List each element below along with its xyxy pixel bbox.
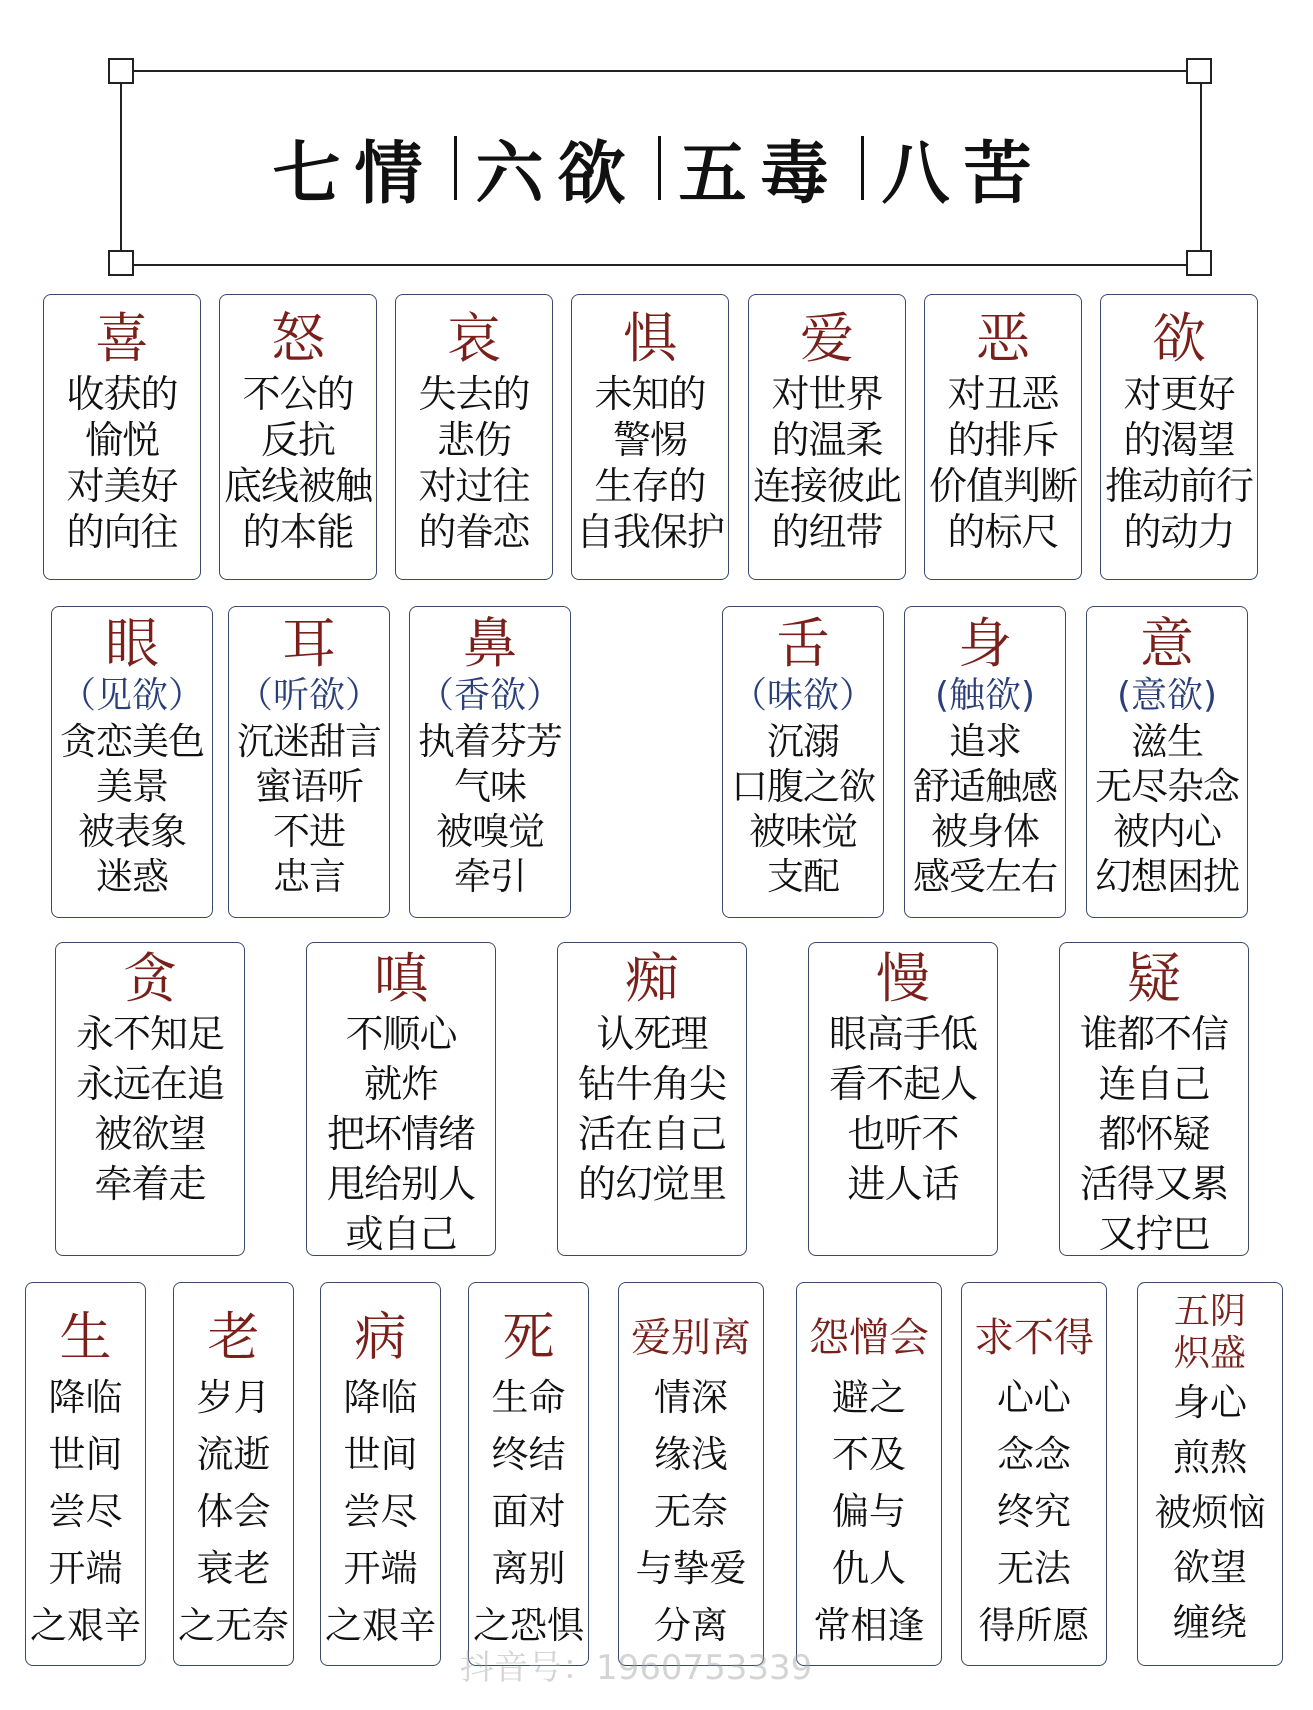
card-line: 无法 <box>997 1547 1071 1590</box>
card-row3 <box>306 942 496 1256</box>
card-line: 岁月 <box>196 1376 271 1419</box>
card-line: 生命 <box>491 1376 566 1419</box>
card-line: 被味觉 <box>749 810 857 853</box>
card-line: 开端 <box>48 1547 123 1590</box>
card-heading: 疑 <box>1127 947 1181 1010</box>
title-divider <box>454 136 457 200</box>
card-heading: 意 <box>1140 612 1194 675</box>
card-line: 忠言 <box>273 855 345 898</box>
card-line: 对过往 <box>418 464 530 508</box>
card-line: 悲伤 <box>436 418 511 462</box>
card-row4 <box>468 1282 589 1666</box>
card-row3 <box>557 942 747 1256</box>
card-heading: 求不得 <box>974 1315 1094 1361</box>
card-line: 仇人 <box>832 1547 906 1590</box>
card-line: 之艰辛 <box>30 1604 141 1647</box>
card-line: 追求 <box>949 720 1021 763</box>
card-heading: 喜 <box>95 307 149 370</box>
card-line: 的温柔 <box>771 418 883 462</box>
card-line: 自我保护 <box>575 510 724 554</box>
card-line: 念念 <box>997 1433 1071 1476</box>
card-line: 的本能 <box>242 510 354 554</box>
card-line: 气味 <box>454 765 526 808</box>
card-line: 底线被触 <box>223 464 372 508</box>
card-line: 警惕 <box>612 418 687 462</box>
card-line: 推动前行 <box>1104 464 1253 508</box>
card-line: 无尽杂念 <box>1095 765 1239 808</box>
card-subheading: （听欲） <box>236 675 381 716</box>
card-line: 对美好 <box>66 464 178 508</box>
card-line: 终究 <box>997 1490 1071 1533</box>
card-line: 避之 <box>832 1376 906 1419</box>
card-row1 <box>43 294 201 580</box>
card-heading: 生 <box>59 1308 112 1368</box>
card-row1 <box>1100 294 1258 580</box>
card-line: 被表象 <box>78 810 186 853</box>
card-line: 永远在追 <box>75 1062 224 1106</box>
page-title <box>120 70 1198 266</box>
card-heading: 欲 <box>1152 307 1206 370</box>
card-line: 对更好 <box>1123 372 1235 416</box>
card-line: 常相逢 <box>813 1604 925 1647</box>
card-line: 的向往 <box>66 510 178 554</box>
card-row2 <box>1086 606 1248 918</box>
card-line: 流逝 <box>196 1433 271 1476</box>
title-part: 五毒 <box>678 134 843 214</box>
card-line: 情深 <box>654 1376 728 1419</box>
card-row4 <box>1137 1282 1283 1666</box>
card-line: 身心 <box>1173 1381 1247 1424</box>
card-line: 尝尽 <box>343 1490 418 1533</box>
card-subheading: （见欲） <box>59 675 204 716</box>
card-line: 的排斥 <box>947 418 1059 462</box>
card-line: 的动力 <box>1123 510 1235 554</box>
card-line: 钻牛角尖 <box>577 1062 726 1106</box>
card-row2 <box>51 606 213 918</box>
card-line: 活得又累 <box>1079 1162 1228 1206</box>
card-line: 对世界 <box>771 372 883 416</box>
card-line: 被烦恼 <box>1154 1491 1266 1534</box>
card-heading: 慢 <box>876 947 930 1010</box>
card-line: 看不起人 <box>828 1062 977 1106</box>
card-heading: 哀 <box>447 307 501 370</box>
card-line: 之无奈 <box>178 1604 289 1647</box>
card-line: 甩给别人 <box>326 1162 475 1206</box>
card-heading: 怨憎会 <box>809 1315 929 1361</box>
card-line: 心心 <box>997 1376 1071 1419</box>
card-line: 与挚爱 <box>635 1547 747 1590</box>
card-heading: 眼 <box>105 612 159 675</box>
card-line: 滋生 <box>1131 720 1203 763</box>
card-line: 被内心 <box>1113 810 1221 853</box>
card-line: 开端 <box>343 1547 418 1590</box>
card-heading: 耳 <box>282 612 336 675</box>
card-heading: 怒 <box>271 307 325 370</box>
card-row1 <box>748 294 906 580</box>
card-row2 <box>409 606 571 918</box>
card-row4 <box>173 1282 294 1666</box>
card-line: 执着芬芳 <box>418 720 562 763</box>
card-line: 价值判断 <box>928 464 1077 508</box>
card-line: 得所愿 <box>978 1604 1090 1647</box>
card-line: 不顺心 <box>345 1012 457 1056</box>
card-line: 的幻觉里 <box>577 1162 726 1206</box>
card-row4 <box>961 1282 1107 1666</box>
card-line: 连自己 <box>1098 1062 1210 1106</box>
card-heading: 惧 <box>623 307 677 370</box>
card-subheading: （味欲） <box>730 675 875 716</box>
card-line: 面对 <box>491 1490 566 1533</box>
card-line: 世间 <box>48 1433 123 1476</box>
card-line: 离别 <box>491 1547 566 1590</box>
card-heading: 鼻 <box>463 612 517 675</box>
card-line: 贪恋美色 <box>60 720 204 763</box>
card-heading: 舌 <box>776 612 830 675</box>
card-subheading: (触欲) <box>934 675 1036 716</box>
card-line: 牵引 <box>454 855 526 898</box>
card-line: 认死理 <box>596 1012 708 1056</box>
card-row1 <box>395 294 553 580</box>
card-line: 都怀疑 <box>1098 1112 1210 1156</box>
card-row2 <box>904 606 1066 918</box>
card-heading: 病 <box>354 1308 407 1368</box>
card-line: 眼高手低 <box>828 1012 977 1056</box>
card-line: 口腹之欲 <box>731 765 875 808</box>
card-row1 <box>219 294 377 580</box>
card-line: 被欲望 <box>94 1112 206 1156</box>
card-line: 或自己 <box>345 1212 457 1256</box>
card-heading: 五阴炽盛 <box>1173 1291 1246 1374</box>
card-row3 <box>55 942 245 1256</box>
card-heading: 嗔 <box>374 947 428 1010</box>
card-line: 之艰辛 <box>325 1604 436 1647</box>
card-line: 无奈 <box>654 1490 728 1533</box>
card-heading: 死 <box>502 1308 555 1368</box>
card-line: 煎熬 <box>1173 1436 1247 1479</box>
card-line: 被身体 <box>931 810 1039 853</box>
card-line: 就炸 <box>363 1062 438 1106</box>
title-part: 七情 <box>272 134 437 214</box>
card-line: 又拧巴 <box>1098 1212 1210 1256</box>
card-heading: 爱别离 <box>631 1315 751 1361</box>
card-line: 迷惑 <box>96 855 168 898</box>
card-row2 <box>722 606 884 918</box>
card-line: 尝尽 <box>48 1490 123 1533</box>
card-line: 幻想困扰 <box>1095 855 1239 898</box>
card-line: 不公的 <box>242 372 354 416</box>
card-row4 <box>796 1282 942 1666</box>
card-line: 把坏情绪 <box>326 1112 475 1156</box>
card-line: 体会 <box>196 1490 271 1533</box>
card-line: 被嗅觉 <box>436 810 544 853</box>
card-row4 <box>618 1282 764 1666</box>
card-line: 反抗 <box>260 418 335 462</box>
card-heading: 身 <box>958 612 1012 675</box>
card-line: 失去的 <box>418 372 530 416</box>
card-line: 连接彼此 <box>752 464 901 508</box>
card-line: 不进 <box>273 810 345 853</box>
card-line: 收获的 <box>66 372 178 416</box>
watermark: 抖音号：1960753339 <box>460 1648 813 1688</box>
card-row1 <box>571 294 729 580</box>
card-subheading: (意欲) <box>1116 675 1218 716</box>
card-line: 终结 <box>491 1433 566 1476</box>
card-line: 不及 <box>832 1433 906 1476</box>
card-line: 之恐惧 <box>473 1604 584 1647</box>
card-line: 蜜语听 <box>255 765 363 808</box>
card-line: 愉悦 <box>84 418 159 462</box>
card-row1 <box>924 294 1082 580</box>
card-line: 活在自己 <box>577 1112 726 1156</box>
card-line: 降临 <box>48 1376 123 1419</box>
card-line: 缘浅 <box>654 1433 728 1476</box>
card-line: 衰老 <box>196 1547 271 1590</box>
card-line: 牵着走 <box>94 1162 206 1206</box>
card-line: 舒适触感 <box>913 765 1057 808</box>
card-line: 的纽带 <box>771 510 883 554</box>
card-row3 <box>1059 942 1249 1256</box>
card-line: 感受左右 <box>913 855 1057 898</box>
title-divider <box>658 136 661 200</box>
card-line: 欲望 <box>1173 1546 1247 1589</box>
card-line: 分离 <box>654 1604 728 1647</box>
card-line: 沉迷甜言 <box>237 720 381 763</box>
card-line: 生存的 <box>594 464 706 508</box>
card-line: 的标尺 <box>947 510 1059 554</box>
card-line: 对丑恶 <box>947 372 1059 416</box>
card-subheading: （香欲） <box>417 675 562 716</box>
card-heading: 痴 <box>625 947 679 1010</box>
card-line: 偏与 <box>832 1490 906 1533</box>
card-row3 <box>808 942 998 1256</box>
title-divider <box>861 136 864 200</box>
card-row4 <box>320 1282 441 1666</box>
card-line: 未知的 <box>594 372 706 416</box>
card-line: 的渴望 <box>1123 418 1235 462</box>
card-heading: 老 <box>207 1308 260 1368</box>
card-line: 缠绕 <box>1173 1601 1247 1644</box>
card-line: 的眷恋 <box>418 510 530 554</box>
card-heading: 爱 <box>800 307 854 370</box>
card-line: 美景 <box>96 765 168 808</box>
card-line: 世间 <box>343 1433 418 1476</box>
card-line: 谁都不信 <box>1079 1012 1228 1056</box>
card-line: 降临 <box>343 1376 418 1419</box>
title-part: 八苦 <box>881 134 1046 214</box>
card-line: 进人话 <box>847 1162 959 1206</box>
card-heading: 贪 <box>123 947 177 1010</box>
card-heading: 恶 <box>976 307 1030 370</box>
title-part: 六欲 <box>475 134 640 214</box>
card-line: 沉溺 <box>767 720 839 763</box>
card-line: 支配 <box>767 855 839 898</box>
card-row4 <box>25 1282 146 1666</box>
card-line: 永不知足 <box>75 1012 224 1056</box>
card-line: 也听不 <box>847 1112 959 1156</box>
card-row2 <box>228 606 390 918</box>
